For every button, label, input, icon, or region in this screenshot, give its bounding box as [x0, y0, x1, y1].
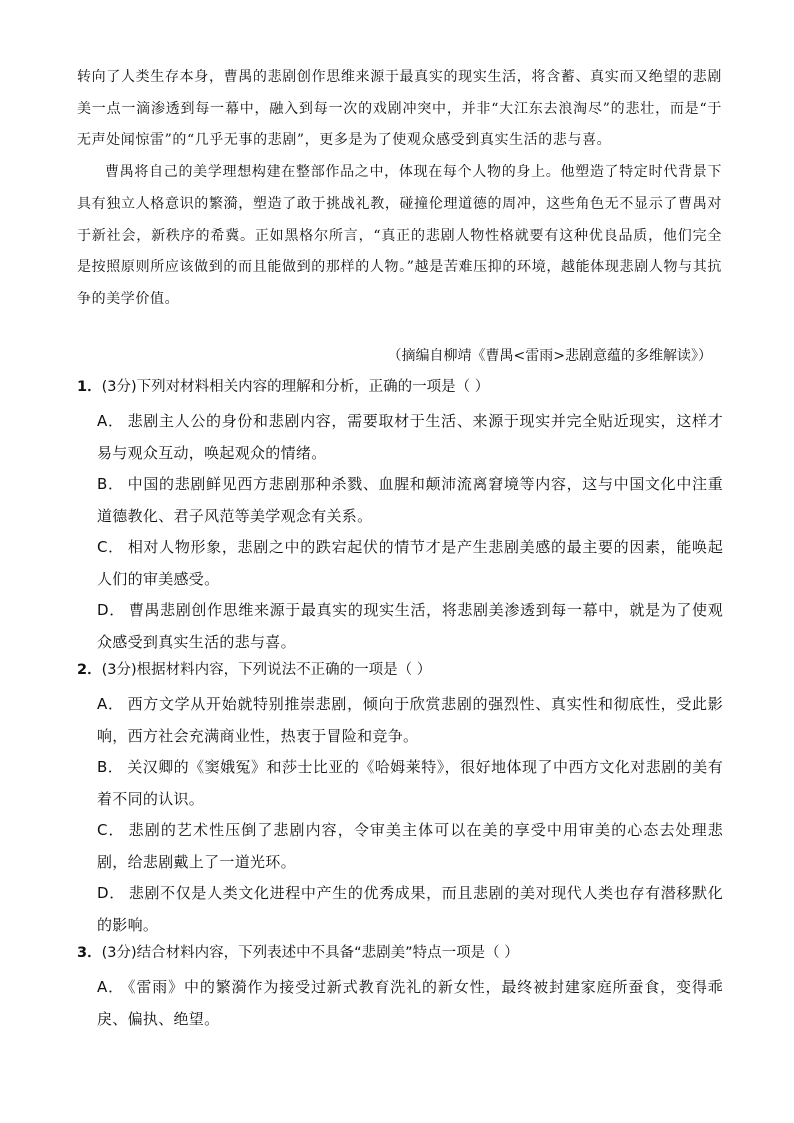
- question-stem: [77, 941, 725, 972]
- option-text: 中国的悲剧鲜见西方悲剧那种杀戮、血腥和颠沛流离窘境等内容，这与中国文化中注重道德教化、君子风范等美学观念有关系。: [97, 475, 724, 525]
- question-1: [77, 375, 725, 658]
- question-text: (3分)根据材料内容，下列说法不正确的一项是（ ）: [101, 662, 432, 678]
- option-c[interactable]: [97, 815, 723, 878]
- question-number: 2．: [77, 662, 102, 678]
- option-label: D．: [97, 601, 125, 619]
- passage-source: （摘编自柳靖《曹禺<雷雨>悲剧意蕴的多维解读》）: [387, 348, 712, 364]
- option-label: D．: [97, 884, 125, 902]
- option-text: 相对人物形象，悲剧之中的跌宕起伏的情节才是产生悲剧美感的最主要的因素，能唤起人们的审美感受。: [97, 538, 724, 588]
- option-a[interactable]: [97, 406, 723, 469]
- option-text: 曹禺悲剧创作思维来源于最真实的现实生活，将悲剧美渗透到每一幕中，就是为了使观众感受到真实生活的悲与喜。: [97, 601, 723, 651]
- question-text: (3分)结合材料内容，下列表述中不具备“悲剧美”特点一项是（ ）: [101, 945, 519, 961]
- option-text: 西方文学从开始就特别推崇悲剧，倾向于欣赏悲剧的强烈性、真实性和彻底性，受此影响，西方社会充满商业性，热衷于冒险和竞争。: [97, 695, 723, 745]
- question-3: [77, 941, 725, 1035]
- option-c[interactable]: [97, 532, 723, 595]
- question-stem: [77, 375, 725, 406]
- option-label: A．: [97, 412, 124, 430]
- question-stem: [77, 658, 725, 689]
- question-text: (3分)下列对材料相关内容的理解和分析，正确的一项是（ ）: [101, 379, 490, 395]
- option-label: B．: [97, 758, 124, 776]
- question-list: [77, 375, 725, 1035]
- option-d[interactable]: [97, 878, 723, 941]
- option-label: C．: [97, 821, 125, 839]
- question-number: 1．: [77, 379, 102, 395]
- option-label: B．: [97, 475, 124, 493]
- option-b[interactable]: [97, 752, 723, 815]
- question-2: [77, 658, 725, 941]
- option-text: 《雷雨》中的繁漪作为接受过新式教育洗礼的新女性，最终被封建家庭所蚕食，变得乖戾、偏执、绝望。: [97, 978, 723, 1028]
- option-a[interactable]: [97, 972, 723, 1035]
- passage-paragraph: 转向了人类生存本身，曹禺的悲剧创作思维来源于最真实的现实生活，将含蓄、真实而又绝望的悲剧美一点一滴渗透到每一幕中，融入到每一次的戏剧冲突中，并非“大江东去浪淘尽”的悲壮，而是“于无声处闻惊雷”的“几乎无事的悲剧”，更多是为了使观众感受到真实生活的悲与喜。: [77, 69, 722, 149]
- option-label: A．: [97, 695, 124, 713]
- option-d[interactable]: [97, 595, 723, 658]
- option-text: 悲剧的艺术性压倒了悲剧内容，令审美主体可以在美的享受中用审美的心态去处理悲剧，给悲剧戴上了一道光环。: [97, 821, 724, 871]
- option-label: A．: [97, 978, 125, 996]
- option-text: 关汉卿的《窦娥冤》和莎士比亚的《哈姆莱特》，很好地体现了中西方文化对悲剧的美有着不同的认识。: [97, 758, 723, 808]
- passage-paragraph: 曹禺将自己的美学理想构建在整部作品之中，体现在每个人物的身上。他塑造了特定时代背景下具有独立人格意识的繁漪，塑造了敢于挑战礼教，碰撞伦理道德的周冲，这些角色无不显示了曹禺对于新社会，新秩序的希冀。正如黑格尔所言，“真正的悲剧人物性格就要有这种优良品质，他们完全是按照原则所应该做到的而且能做到的那样的人物。”越是苦难压抑的环境，越能体现悲剧人物与其抗争的美学价值。: [77, 164, 722, 307]
- option-label: C．: [97, 538, 124, 556]
- option-a[interactable]: [97, 689, 723, 752]
- option-text: 悲剧主人公的身份和悲剧内容，需要取材于生活、来源于现实并完全贴近现实，这样才易与观众互动，唤起观众的情绪。: [97, 412, 723, 462]
- option-b[interactable]: [97, 469, 723, 532]
- question-number: 3．: [77, 945, 102, 961]
- reading-passage: [77, 62, 722, 316]
- option-text: 悲剧不仅是人类文化进程中产生的优秀成果，而且悲剧的美对现代人类也存有潜移默化的影响。: [97, 884, 723, 934]
